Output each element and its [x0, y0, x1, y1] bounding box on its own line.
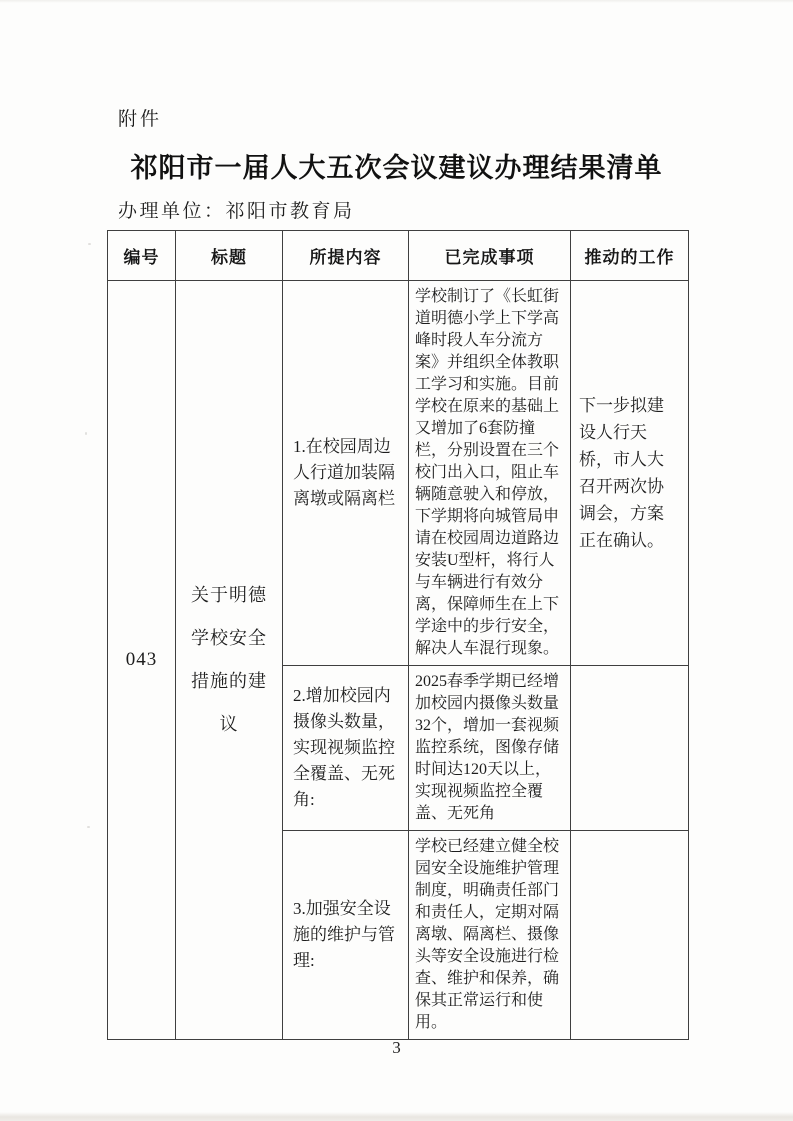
column-header-id: 编号 [108, 231, 176, 281]
scan-artifact-bottom-edge [0, 1112, 793, 1121]
suggestion-id-cell: 043 [108, 281, 176, 1040]
completed-item-2: 2025春季学期已经增加校园内摄像头数量32个，增加一套视频监控系统，图像存储时间达120天以上，实现视频监控全覆盖、无死角 [409, 666, 571, 831]
completed-item-3: 学校已经建立健全校园安全设施维护管理制度，明确责任部门和责任人，定期对隔离墩、隔离栏、摄像头等安全设施进行检查、维护和保养，确保其正常运行和使用。 [409, 831, 571, 1040]
content-item-1: 1.在校园周边人行道加装隔离墩或隔离栏 [283, 281, 409, 666]
column-header-completed: 已完成事项 [409, 231, 571, 281]
attachment-label: 附件 [118, 109, 163, 130]
handling-unit-line: 办理单位：祁阳市教育局 [118, 201, 355, 222]
scan-artifact-top-edge [0, 0, 793, 3]
promotion-item-2 [571, 666, 689, 831]
suggestion-result-table [107, 230, 689, 1040]
suggestion-title-cell [176, 281, 283, 1040]
suggestion-title-text: 关于明德学校安全措施的建议 [191, 585, 267, 734]
page-title: 祁阳市一届人大五次会议建议办理结果清单 [130, 153, 663, 183]
content-item-3: 3.加强安全设施的维护与管理: [283, 831, 409, 1040]
completed-item-1: 学校制订了《长虹街道明德小学上下学高峰时段人车分流方案》并组织全体教职工学习和实施。目前学校在原来的基础上又增加了6套防撞栏，分别设置在三个校门出入口，阻止车辆随意驶入和停放，下学期将向城管局申请在校园周边道路边安装U型杆，将行人与车辆进行有效分离，保障师生在上下学途中的步行安全，解决人车混行现象。 [409, 281, 571, 666]
promotion-item-3 [571, 831, 689, 1040]
promotion-item-1: 下一步拟建设人行天桥，市人大召开两次协调会，方案正在确认。 [571, 281, 689, 666]
scan-artifact-speck [85, 432, 87, 435]
column-header-title: 标题 [176, 231, 283, 281]
scan-artifact-speck [87, 826, 90, 828]
table-row [108, 281, 689, 666]
column-header-content: 所提内容 [283, 231, 409, 281]
scan-artifact-speck [88, 243, 91, 245]
column-header-promotion: 推动的工作 [571, 231, 689, 281]
content-item-2: 2.增加校园内摄像头数量，实现视频监控全覆盖、无死角: [283, 666, 409, 831]
page-number: 3 [392, 1038, 401, 1057]
table-header-row [108, 231, 689, 281]
